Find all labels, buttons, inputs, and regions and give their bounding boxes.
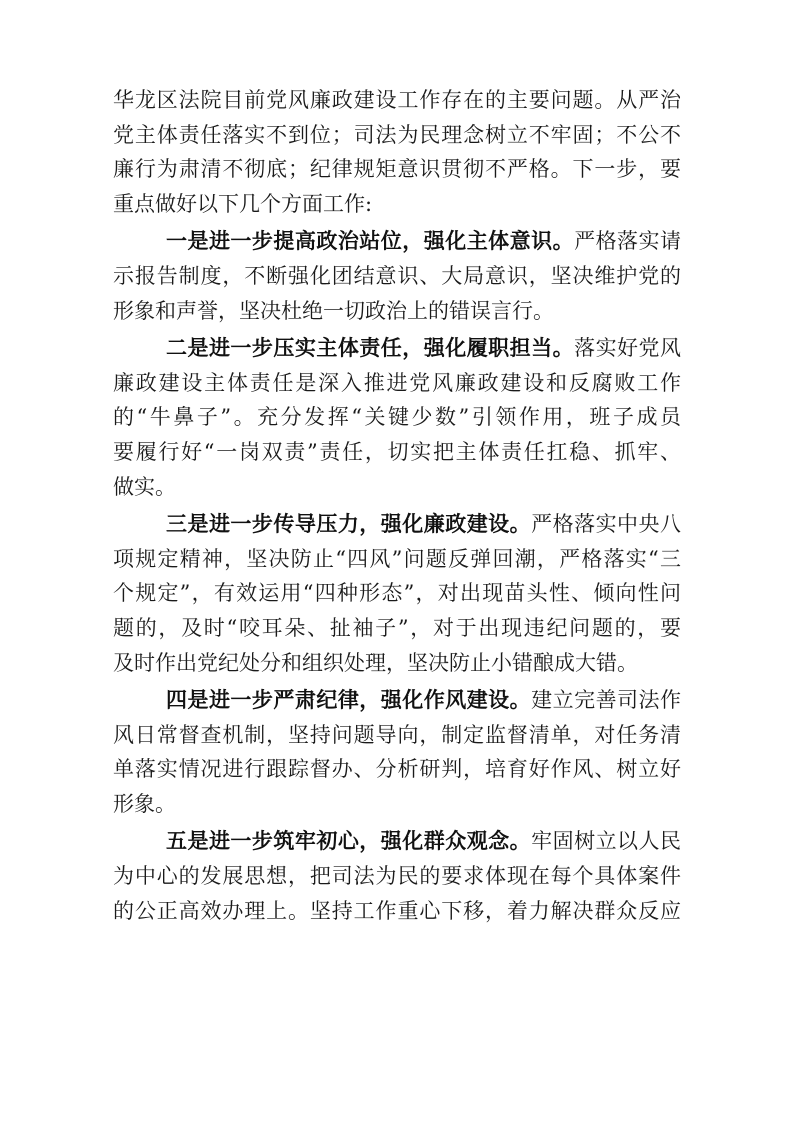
paragraph-lead-heading: 二是进一步压实主体责任，强化履职担当。 (166, 336, 575, 361)
paragraph-text: 严格落实中央八 (531, 512, 682, 537)
paragraph (113, 507, 681, 680)
paragraph-lead-heading: 五是进一步筑牢初心，强化群众观念。 (166, 829, 532, 854)
text-line: 示报告制度，不断强化团结意识、大局意识，坚决维护党的 (113, 263, 681, 288)
paragraph-text: 落实好党风 (574, 336, 682, 361)
paragraph (113, 683, 681, 821)
paragraph-lead-heading: 四是进一步严肃纪律，强化作风建设。 (166, 688, 532, 713)
paragraph-lead-heading: 三是进一步传导压力，强化廉政建设。 (166, 512, 532, 537)
text-line: 风日常督查机制，坚持问题导向，制定监督清单，对任务清 (113, 722, 681, 747)
text-line: 要履行好“一岗双责”责任，切实把主体责任扛稳、抓牢、 (113, 439, 681, 464)
paragraph-first-line (113, 824, 681, 859)
paragraph-first-line (113, 683, 681, 718)
text-line: 个规定”，有效运用“四种形态”，对出现苗头性、倾向性问 (113, 581, 681, 606)
text-line: 形象。 (113, 791, 176, 816)
text-line: 华龙区法院目前党风廉政建设工作存在的主要问题。从严治 (113, 88, 681, 112)
paragraph-text: 严格落实请 (574, 229, 682, 254)
paragraph-first-line (113, 507, 681, 542)
document-page (113, 83, 681, 931)
text-line: 为中心的发展思想，把司法为民的要求体现在每个具体案件 (113, 864, 681, 889)
paragraph (113, 83, 681, 221)
text-line: 题的，及时“咬耳朵、扯袖子”，对于出现违纪问题的，要 (113, 615, 681, 640)
paragraph-first-line (113, 331, 681, 366)
text-line: 及时作出党纪处分和组织处理，坚决防止小错酿成大错。 (113, 650, 638, 675)
paragraph-lead-heading: 一是进一步提高政治站位，强化主体意识。 (166, 229, 575, 254)
paragraph (113, 331, 681, 504)
text-line: 重点做好以下几个方面工作: (113, 191, 373, 216)
text-line: 的公正高效办理上。坚持工作重心下移，着力解决群众反应 (113, 898, 681, 923)
text-line: 廉政建设主体责任是深入推进党风廉政建设和反腐败工作 (113, 370, 681, 395)
paragraph-first-line (113, 224, 681, 259)
text-line: 单落实情况进行跟踪督办、分析研判，培育好作风、树立好 (113, 757, 681, 782)
paragraph-text: 建立完善司法作 (531, 688, 682, 713)
paragraph-text: 牢固树立以人民 (531, 829, 682, 854)
paragraph (113, 224, 681, 328)
text-line: 做实。 (113, 474, 176, 499)
text-line: 党主体责任落实不到位；司法为民理念树立不牢固；不公不 (113, 122, 681, 147)
text-line: 形象和声誉，坚决杜绝一切政治上的错误言行。 (113, 298, 554, 323)
text-line: 廉行为肃清不彻底；纪律规矩意识贯彻不严格。下一步，要 (113, 157, 681, 182)
text-line: 项规定精神，坚决防止“四风”问题反弹回潮，严格落实“三 (113, 546, 681, 571)
text-line: 的“牛鼻子”。充分发挥“关键少数”引领作用，班子成员 (113, 405, 681, 430)
paragraph (113, 824, 681, 928)
